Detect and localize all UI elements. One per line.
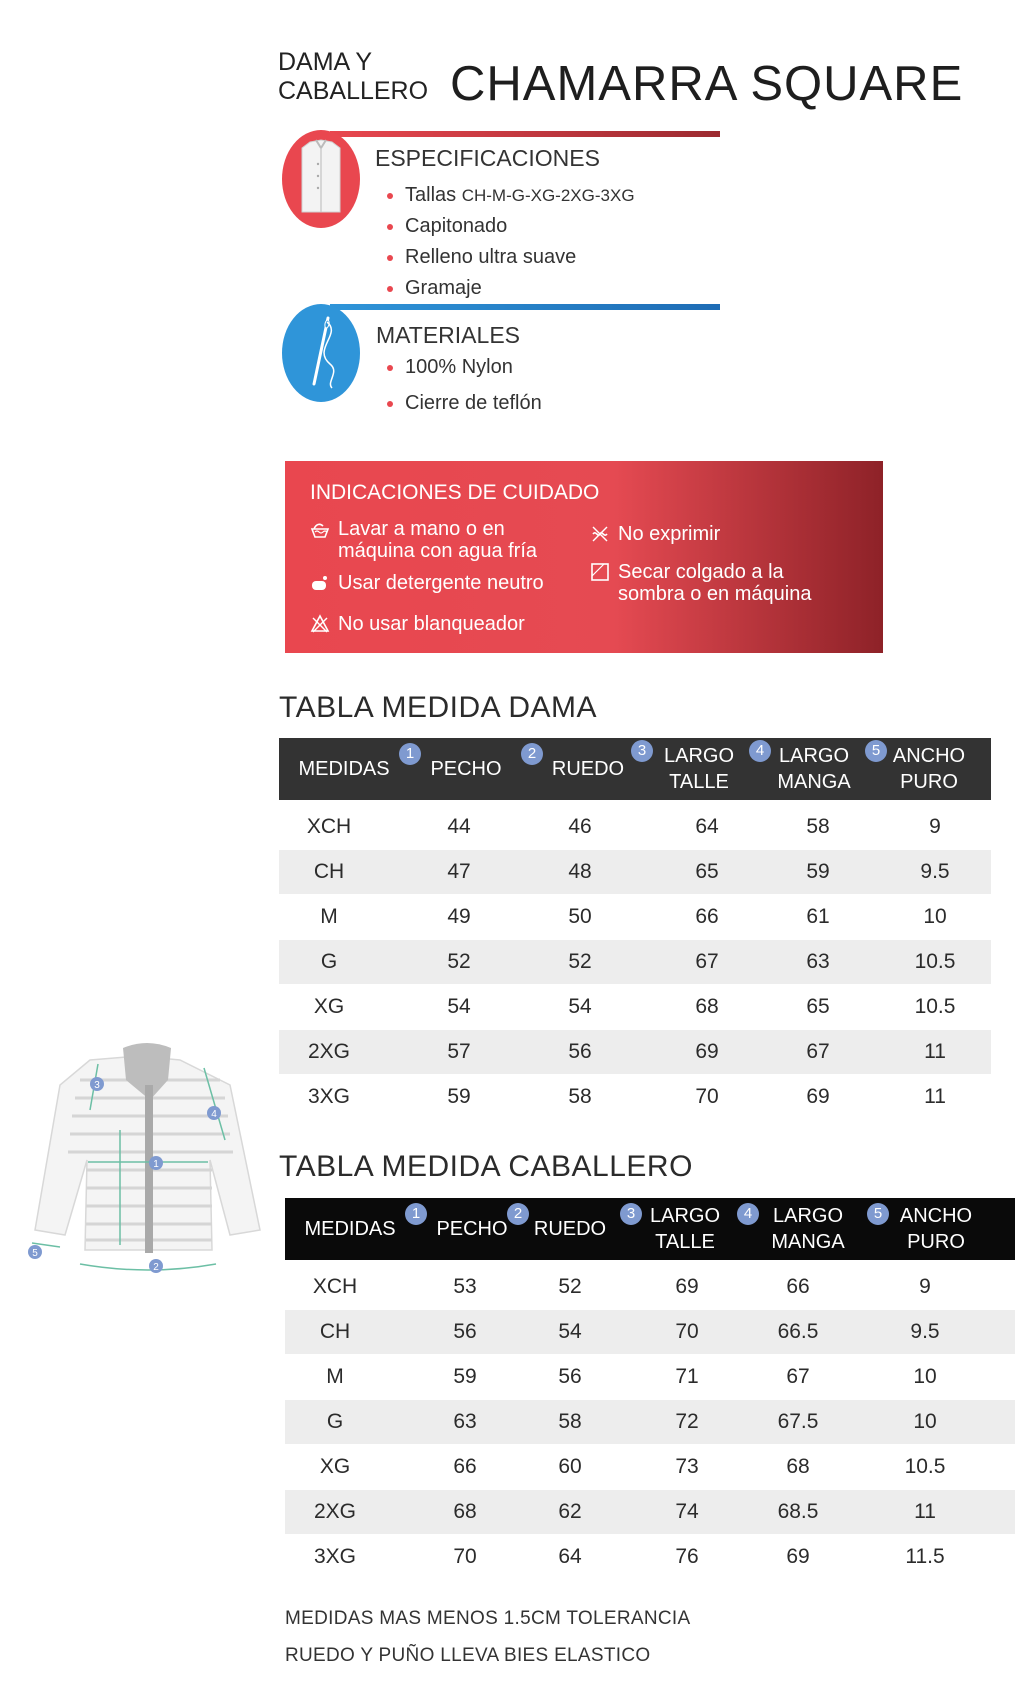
header-line: ANCHO: [892, 745, 966, 767]
measure-badge: 4: [737, 1203, 759, 1225]
table-row: [279, 805, 991, 849]
size-cell: G: [320, 950, 338, 973]
measure-cell: 59: [453, 1365, 477, 1388]
header-line: LARGO: [772, 1205, 844, 1227]
measure-cell: 56: [558, 1365, 582, 1388]
no-wring-icon: [590, 524, 610, 544]
care-heading: INDICACIONES DE CUIDADO: [310, 481, 600, 504]
jacket-icon: [282, 130, 360, 228]
measure-cell: 66: [786, 1275, 810, 1298]
measure-cell: 10.5: [914, 995, 956, 1018]
column-header: [879, 738, 979, 800]
measure-cell: 66: [695, 905, 719, 928]
diagram-marker: 2: [153, 1262, 159, 1273]
header-line: PURO: [907, 1231, 965, 1253]
dama-table-title: TABLA MEDIDA DAMA: [279, 691, 598, 724]
header-line: TALLE: [669, 771, 729, 793]
size-cell: 3XG: [307, 1085, 351, 1108]
measure-cell: 11: [914, 1500, 936, 1523]
column-header: [649, 738, 749, 800]
spec-divider: [330, 131, 720, 137]
measure-cell: 59: [806, 860, 830, 883]
elastic-note: RUEDO Y PUÑO LLEVA BIES ELASTICO: [285, 1645, 651, 1666]
header-line: MANGA: [771, 1231, 845, 1253]
measure-badge: 2: [521, 743, 543, 765]
measure-cell: 46: [568, 815, 592, 838]
measure-cell: 47: [447, 860, 471, 883]
measure-badge: 2: [507, 1203, 529, 1225]
tolerance-note: MEDIDAS MAS MENOS 1.5CM TOLERANCIA: [285, 1608, 691, 1629]
measure-cell: 59: [447, 1085, 471, 1108]
column-header: [753, 1198, 863, 1260]
measure-cell: 53: [453, 1275, 477, 1298]
measure-badge: 5: [867, 1203, 889, 1225]
measure-cell: 66: [453, 1455, 477, 1478]
measure-badge: 4: [749, 740, 771, 762]
size-cell: XG: [319, 1455, 351, 1478]
measure-cell: 69: [806, 1085, 830, 1108]
header-line: TALLE: [655, 1231, 715, 1253]
jacket-measurement-diagram: [20, 1040, 265, 1285]
care-text: No usar blanqueador: [338, 613, 525, 635]
header-line: LARGO: [649, 1205, 721, 1227]
size-cell: CH: [319, 1320, 351, 1343]
table-row: [285, 1400, 1015, 1444]
measure-cell: 71: [675, 1365, 699, 1388]
measure-cell: 54: [558, 1320, 582, 1343]
measure-cell: 65: [806, 995, 830, 1018]
care-item-detergent: [310, 572, 544, 594]
measure-cell: 73: [675, 1455, 699, 1478]
measure-cell: 61: [806, 905, 830, 928]
measure-cell: 60: [558, 1455, 582, 1478]
column-header: PECHO: [436, 1218, 508, 1240]
measure-cell: 52: [558, 1275, 582, 1298]
measure-cell: 72: [675, 1410, 699, 1433]
measure-cell: 70: [695, 1085, 719, 1108]
dry-icon: [590, 562, 610, 582]
measure-cell: 52: [447, 950, 471, 973]
size-cell: G: [326, 1410, 344, 1433]
size-cell: M: [326, 1365, 344, 1388]
subtitle: [278, 48, 428, 106]
care-text: Lavar a mano o en: [338, 518, 505, 540]
list-item: [385, 180, 635, 211]
measure-cell: 68: [453, 1500, 477, 1523]
measure-badge: 1: [405, 1203, 427, 1225]
measure-badge: 3: [620, 1203, 642, 1225]
detergent-icon: [310, 573, 330, 593]
measure-cell: 63: [806, 950, 830, 973]
size-cell: M: [320, 905, 338, 928]
spec-heading: ESPECIFICACIONES: [375, 145, 600, 171]
measure-cell: 9: [929, 815, 941, 838]
list-item: Relleno ultra suave: [385, 242, 635, 273]
table-row: [285, 1355, 1015, 1399]
table-row: [285, 1310, 1015, 1354]
header-line: LARGO: [778, 745, 850, 767]
table-row: [279, 895, 991, 939]
size-cell: CH: [313, 860, 345, 883]
table-row: [279, 850, 991, 894]
measure-cell: 68.5: [777, 1500, 819, 1523]
list-item: Cierre de teflón: [385, 388, 542, 419]
spec-label: Tallas: [405, 184, 457, 206]
table-row: [279, 1030, 991, 1074]
measure-cell: 10: [913, 1410, 937, 1433]
page-title: CHAMARRA SQUARE: [450, 57, 964, 111]
care-text: sombra o en máquina: [618, 583, 812, 605]
measure-cell: 69: [786, 1545, 810, 1568]
list-item: Capitonado: [385, 211, 635, 242]
size-cell: XCH: [306, 815, 352, 838]
spec-sizes: CH-M-G-XG-2XG-3XG: [461, 186, 635, 205]
table-row: [285, 1445, 1015, 1489]
measure-cell: 58: [806, 815, 830, 838]
hand-wash-icon: [310, 519, 330, 539]
measure-cell: 11: [924, 1085, 946, 1108]
column-header: MEDIDAS: [298, 758, 390, 780]
measure-cell: 49: [447, 905, 471, 928]
header-line: MANGA: [777, 771, 851, 793]
measure-cell: 64: [695, 815, 719, 838]
measure-cell: 70: [675, 1320, 699, 1343]
diagram-marker: 4: [211, 1109, 217, 1120]
measure-cell: 76: [675, 1545, 699, 1568]
list-item: Gramaje: [385, 273, 635, 304]
caballero-table-title: TABLA MEDIDA CABALLERO: [279, 1150, 693, 1183]
measure-cell: 48: [568, 860, 592, 883]
measure-cell: 67.5: [777, 1410, 819, 1433]
measure-cell: 10.5: [904, 1455, 946, 1478]
measure-cell: 57: [447, 1040, 471, 1063]
care-text: máquina con agua fría: [338, 540, 538, 562]
care-item-no-bleach: [310, 613, 525, 635]
column-header: PECHO: [430, 758, 502, 780]
column-header: [764, 738, 864, 800]
care-instructions-box: [285, 461, 883, 653]
measure-cell: 54: [568, 995, 592, 1018]
measure-badge: 3: [631, 740, 653, 762]
measure-cell: 11: [924, 1040, 946, 1063]
measure-cell: 66.5: [777, 1320, 819, 1343]
table-row: [285, 1535, 1015, 1579]
measure-badge: 1: [399, 743, 421, 765]
measure-cell: 10: [913, 1365, 937, 1388]
measure-cell: 74: [675, 1500, 699, 1523]
no-bleach-icon: [310, 614, 330, 634]
measure-cell: 67: [806, 1040, 830, 1063]
dama-table-header: [279, 738, 991, 800]
measure-cell: 9.5: [920, 860, 950, 883]
care-text: Secar colgado a la: [618, 561, 784, 583]
size-cell: XCH: [312, 1275, 358, 1298]
measure-cell: 9: [919, 1275, 931, 1298]
measure-cell: 69: [695, 1040, 719, 1063]
care-item-no-wring: [590, 523, 720, 545]
measure-cell: 11.5: [905, 1545, 945, 1568]
header-line: ANCHO: [899, 1205, 973, 1227]
measure-cell: 69: [675, 1275, 699, 1298]
column-header: [881, 1198, 991, 1260]
table-row: [279, 1075, 991, 1119]
measure-cell: 56: [568, 1040, 592, 1063]
measure-cell: 64: [558, 1545, 582, 1568]
caballero-table-header: [285, 1198, 1015, 1260]
care-text: Usar detergente neutro: [338, 572, 544, 594]
measure-cell: 54: [447, 995, 471, 1018]
measure-cell: 70: [453, 1545, 477, 1568]
spec-list: [385, 180, 635, 304]
measure-cell: 62: [558, 1500, 582, 1523]
measure-cell: 58: [558, 1410, 582, 1433]
measure-cell: 65: [695, 860, 719, 883]
column-header: MEDIDAS: [304, 1218, 396, 1240]
diagram-marker: 5: [32, 1248, 38, 1259]
jacket-diagram-icon: [20, 1040, 265, 1285]
measure-cell: 68: [695, 995, 719, 1018]
diagram-marker: 3: [94, 1080, 100, 1091]
measure-cell: 10: [923, 905, 947, 928]
table-row: [279, 985, 991, 1029]
care-item-dry: [590, 561, 811, 605]
header-line: PURO: [900, 771, 958, 793]
column-header: [635, 1198, 735, 1260]
materials-divider: [330, 304, 720, 310]
measure-cell: 50: [568, 905, 592, 928]
table-row: [285, 1265, 1015, 1309]
subtitle-line-2: CABALLERO: [278, 77, 429, 105]
measure-badge: 5: [865, 740, 887, 762]
measure-cell: 44: [447, 815, 471, 838]
table-row: [279, 940, 991, 984]
size-cell: 2XG: [313, 1500, 357, 1523]
measure-cell: 10.5: [914, 950, 956, 973]
header-line: LARGO: [663, 745, 735, 767]
list-item: 100% Nylon: [385, 352, 542, 383]
column-header: RUEDO: [533, 1218, 607, 1240]
size-cell: XG: [313, 995, 345, 1018]
care-item-hand-wash: [310, 518, 537, 562]
size-cell: 3XG: [313, 1545, 357, 1568]
measure-cell: 67: [695, 950, 719, 973]
table-row: [285, 1490, 1015, 1534]
subtitle-line-1: DAMA Y: [278, 48, 373, 76]
measure-cell: 63: [453, 1410, 477, 1433]
measure-cell: 68: [786, 1455, 810, 1478]
measure-cell: 9.5: [910, 1320, 940, 1343]
materials-heading: MATERIALES: [376, 322, 520, 348]
measure-cell: 67: [786, 1365, 810, 1388]
measure-cell: 58: [568, 1085, 592, 1108]
needle-thread-icon: [282, 304, 360, 402]
measure-cell: 52: [568, 950, 592, 973]
materials-list: [385, 352, 542, 419]
size-cell: 2XG: [307, 1040, 351, 1063]
care-text: No exprimir: [618, 523, 721, 545]
column-header: RUEDO: [551, 758, 625, 780]
measure-cell: 56: [453, 1320, 477, 1343]
diagram-marker: 1: [153, 1159, 159, 1170]
